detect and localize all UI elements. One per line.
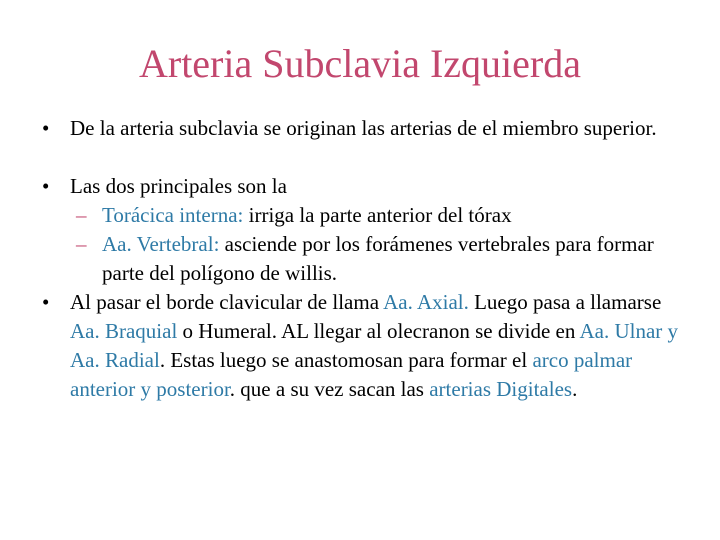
- bullet-item-2: [42, 172, 682, 201]
- highlighted-term: Aa. Ulnar y Aa. Radial: [70, 319, 679, 372]
- highlighted-term: arco palmar anterior y posterior: [70, 348, 633, 401]
- segments: [102, 203, 512, 227]
- bullet-marker: •: [42, 116, 50, 140]
- sub-item-2: [76, 230, 682, 288]
- bullet-item-1: [42, 114, 682, 143]
- slide-title: Arteria Subclavia Izquierda: [138, 41, 581, 86]
- highlighted-term: Torácica interna:: [102, 203, 244, 227]
- highlighted-term: Aa. Vertebral:: [102, 232, 220, 256]
- bullet-marker: •: [42, 174, 50, 198]
- sub-item-1: [76, 201, 682, 230]
- dash-marker: –: [76, 232, 87, 256]
- text-segment: irriga la parte anterior del tórax: [243, 203, 512, 227]
- segments: [70, 290, 678, 401]
- text-segment: Las dos principales son la: [70, 174, 287, 198]
- highlighted-term: Aa. Axial.: [383, 290, 469, 314]
- text-segment: . que a su vez sacan las: [229, 377, 430, 401]
- text-segment: asciende por los forámenes vertebrales para formar parte del polígono de willis.: [102, 232, 654, 285]
- bullet-item-3: [42, 288, 682, 404]
- text-segment: De la arteria subclavia se originan las arterias de el miembro superior.: [70, 116, 657, 140]
- segments: [70, 116, 657, 140]
- dash-marker: –: [76, 203, 87, 227]
- text-segment: o Humeral. AL llegar al olecranon se divide en: [177, 319, 580, 343]
- text-segment: Al pasar el borde clavicular de llama: [70, 290, 384, 314]
- segments: [102, 232, 654, 285]
- segments: [70, 174, 287, 198]
- text-segment: Luego pasa a llamarse: [468, 290, 662, 314]
- text-segment: .: [572, 377, 578, 401]
- bullet-marker: •: [42, 290, 50, 314]
- text-segment: . Estas luego se anastomosan para formar el: [159, 348, 533, 372]
- highlighted-term: Aa. Braquial: [70, 319, 178, 343]
- highlighted-term: arterias Digitales: [429, 377, 573, 401]
